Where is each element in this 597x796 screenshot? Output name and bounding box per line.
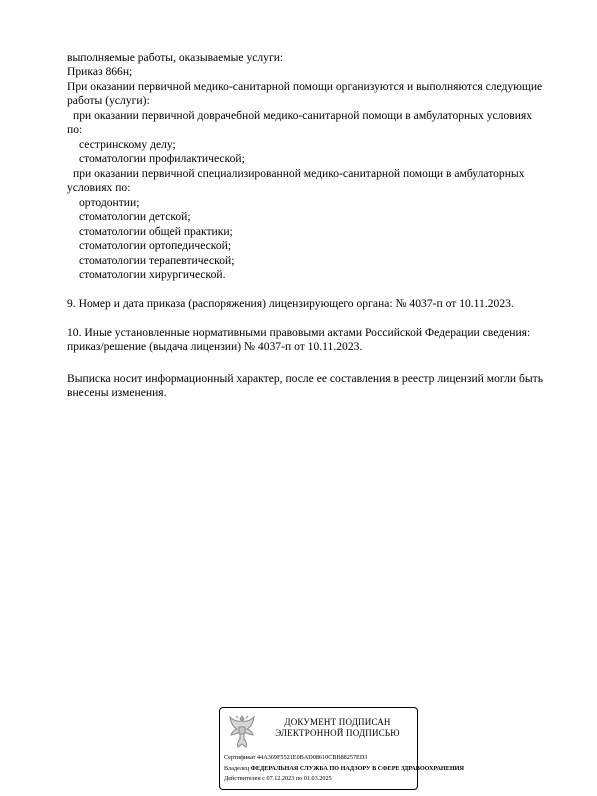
text-line: условиях по:	[67, 181, 131, 194]
list-item: стоматологии терапевтической;	[79, 254, 235, 267]
text-line: при оказании первичной специализированной медико-санитарной помощи в амбулаторных	[73, 167, 525, 180]
text-line: работы (услуги):	[67, 94, 150, 107]
list-item: стоматологии хирургической.	[79, 268, 226, 281]
owner-row	[224, 765, 464, 773]
section-10-line-1: 10. Иные установленные нормативными правовыми актами Российской Федерации сведения:	[67, 326, 531, 339]
note-line-2: внесены изменения.	[67, 386, 167, 399]
coat-of-arms-icon	[227, 713, 257, 751]
electronic-signature-stamp	[219, 707, 464, 790]
text-line: при оказании первичной доврачебной медико-санитарной помощи в амбулаторных условиях	[73, 109, 533, 122]
text-line: выполняемые работы, оказываемые услуги:	[67, 51, 284, 64]
stamp-title-line-2: ЭЛЕКТРОННОЙ ПОДПИСЬЮ	[275, 728, 400, 738]
certificate-label: Сертификат	[224, 754, 256, 761]
section-9: 9. Номер и дата приказа (распоряжения) лицензирующего органа: № 4037-п от 10.11.2023.	[67, 297, 514, 310]
owner-value: ФЕДЕРАЛЬНАЯ СЛУЖБА ПО НАДЗОРУ В СФЕРЕ ЗДРАВООХРАНЕНИЯ	[250, 765, 464, 772]
note-line-1: Выписка носит информационный характер, после ее составления в реестр лицензий могли быть	[67, 372, 543, 385]
section-10-line-2: приказ/решение (выдача лицензии) № 4037-п от 10.11.2023.	[67, 340, 363, 353]
list-item: стоматологии детской;	[79, 210, 191, 223]
validity-row: Действителен с 07.12.2023 по 01.03.2025	[224, 775, 332, 782]
certificate-value: 44A369F5521E0BAD08610CBB88257ED3	[257, 754, 368, 761]
list-item: стоматологии профилактической;	[79, 152, 245, 165]
text-line: Приказ 866н;	[67, 65, 133, 78]
list-item: стоматологии ортопедической;	[79, 239, 232, 252]
certificate-row	[224, 754, 367, 762]
text-line: по:	[67, 123, 83, 136]
stamp-title-line-1: ДОКУМЕНТ ПОДПИСАН	[284, 717, 391, 727]
list-item: стоматологии общей практики;	[79, 225, 233, 238]
list-item: ортодонтии;	[79, 196, 140, 209]
owner-label: Владелец	[224, 765, 250, 772]
text-line: При оказании первичной медико-санитарной помощи организуются и выполняются следующие	[67, 80, 543, 93]
list-item: сестринскому делу;	[79, 138, 176, 151]
